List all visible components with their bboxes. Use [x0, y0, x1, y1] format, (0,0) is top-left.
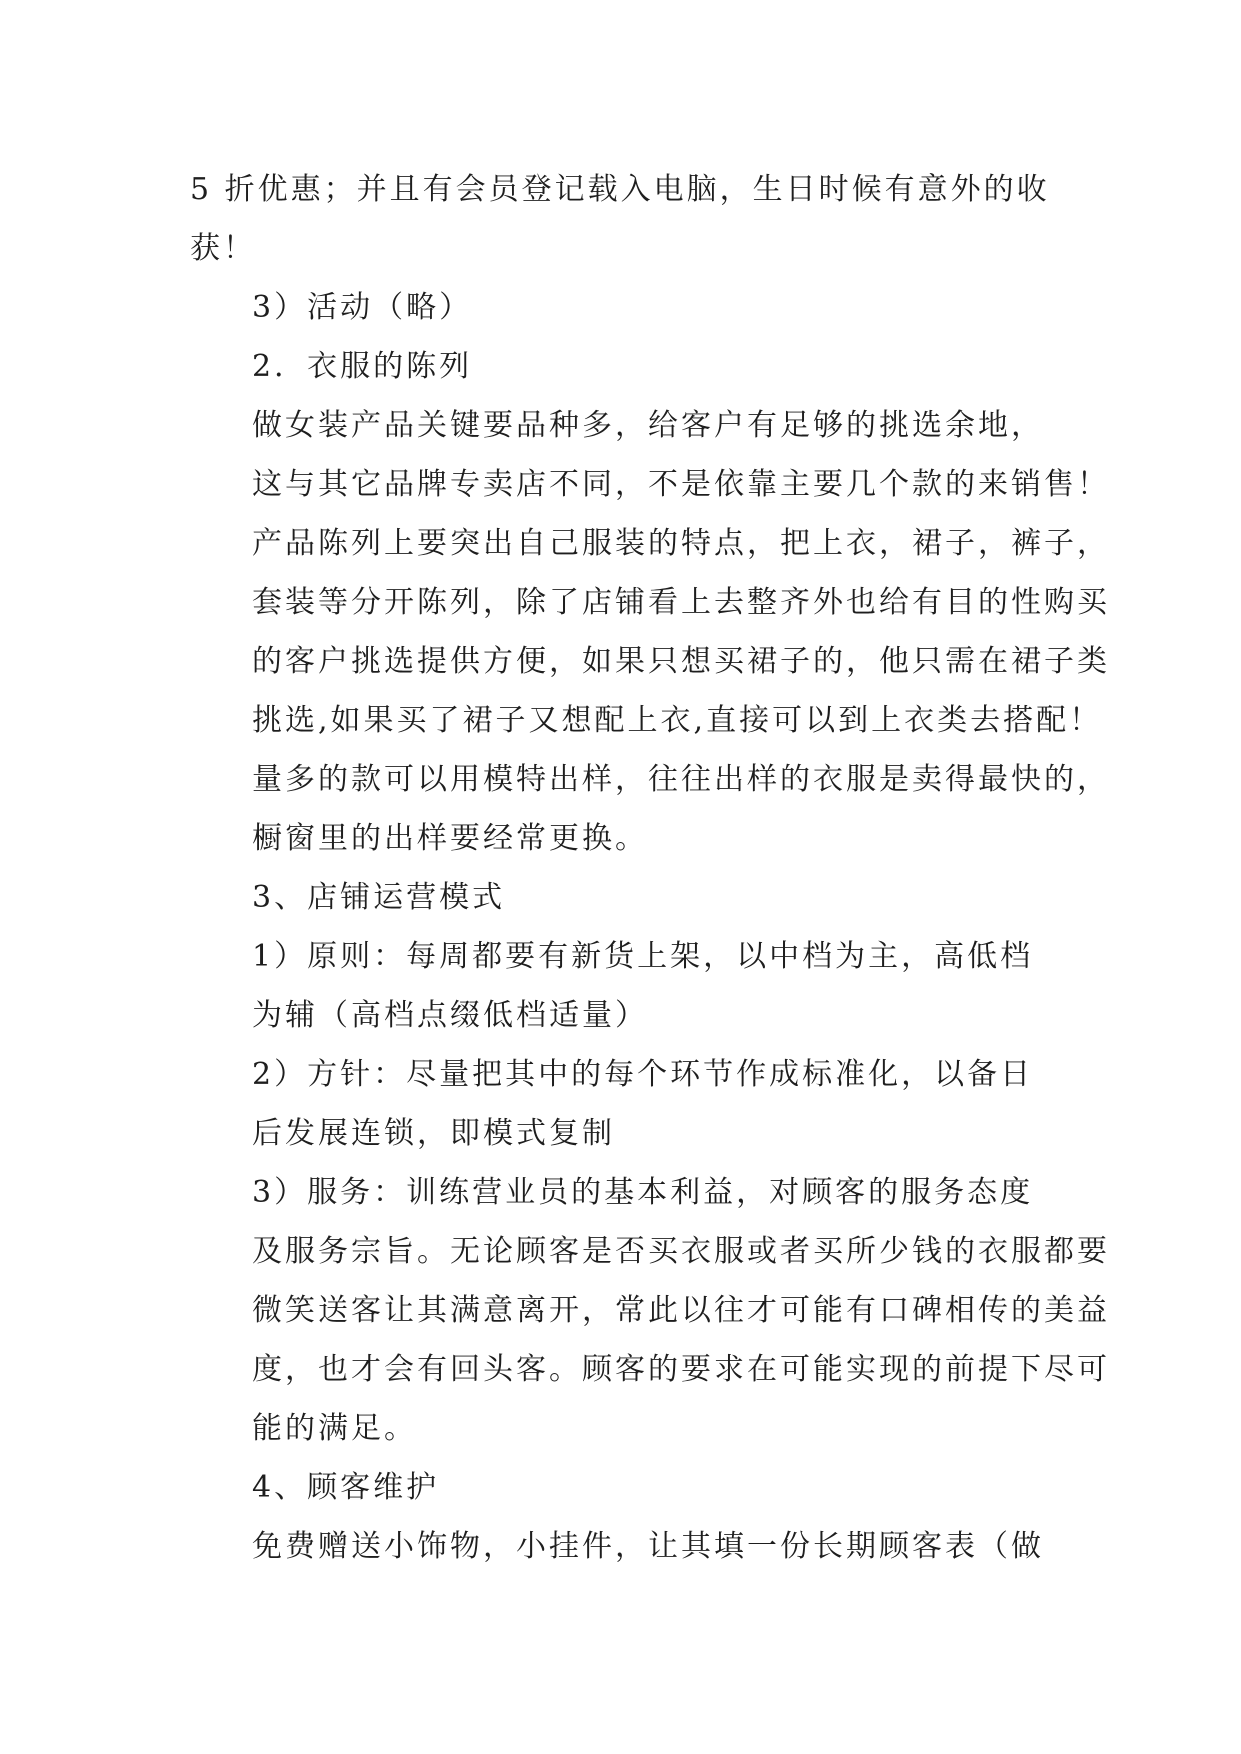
text-line: 4、顾客维护 — [252, 1470, 440, 1505]
paragraph-policy — [190, 1045, 1060, 1163]
text-line: 能的满足。 — [252, 1411, 417, 1446]
paragraph-activity — [190, 278, 1060, 337]
paragraph-discount — [190, 160, 1060, 278]
text-line: 这与其它品牌专卖店不同，不是依靠主要几个款的来销售！ — [252, 467, 1110, 502]
text-line: 2）方针：尽量把其中的每个环节作成标准化，以备日 — [252, 1057, 1034, 1092]
text-line: 为辅（高档点缀低档适量） — [252, 998, 648, 1033]
text-line: 橱窗里的出样要经常更换。 — [252, 821, 648, 856]
text-line: 获！ — [190, 231, 256, 266]
paragraph-heading-operation — [190, 868, 1060, 927]
text-line: 2．衣服的陈列 — [252, 349, 473, 384]
text-line: 挑选,如果买了裙子又想配上衣,直接可以到上衣类去搭配！ — [252, 703, 1103, 738]
text-line: 产品陈列上要突出自己服装的特点，把上衣，裙子，裤子， — [252, 526, 1110, 561]
text-line: 3）服务：训练营业员的基本利益，对顾客的服务态度 — [252, 1175, 1034, 1210]
text-line: 1）原则：每周都要有新货上架，以中档为主，高低档 — [252, 939, 1034, 974]
text-line: 3、店铺运营模式 — [252, 880, 506, 915]
paragraph-display-body — [190, 396, 1110, 868]
text-line: 做女装产品关键要品种多，给客户有足够的挑选余地， — [252, 408, 1044, 443]
text-line: 5 折优惠；并且有会员登记载入电脑，生日时候有意外的收 — [190, 172, 1050, 207]
text-line: 的客户挑选提供方便，如果只想买裙子的，他只需在裙子类 — [252, 644, 1110, 679]
paragraph-customer-body — [190, 1517, 1060, 1576]
paragraph-service — [190, 1163, 1110, 1458]
text-line: 微笑送客让其满意离开，常此以往才可能有口碑相传的美益 — [252, 1293, 1110, 1328]
text-line: 度，也才会有回头客。顾客的要求在可能实现的前提下尽可 — [252, 1352, 1110, 1387]
document-body — [190, 160, 1110, 1576]
text-line: 后发展连锁，即模式复制 — [252, 1116, 615, 1151]
text-line: 及服务宗旨。无论顾客是否买衣服或者买所少钱的衣服都要 — [252, 1234, 1110, 1269]
paragraph-principle — [190, 927, 1060, 1045]
text-line: 免费赠送小饰物，小挂件，让其填一份长期顾客表（做 — [252, 1529, 1044, 1564]
paragraph-heading-customer — [190, 1458, 1060, 1517]
text-line: 套装等分开陈列，除了店铺看上去整齐外也给有目的性购买 — [252, 585, 1110, 620]
text-line: 3）活动（略） — [252, 290, 473, 325]
paragraph-heading-display — [190, 337, 1060, 396]
text-line: 量多的款可以用模特出样，往往出样的衣服是卖得最快的， — [252, 762, 1110, 797]
